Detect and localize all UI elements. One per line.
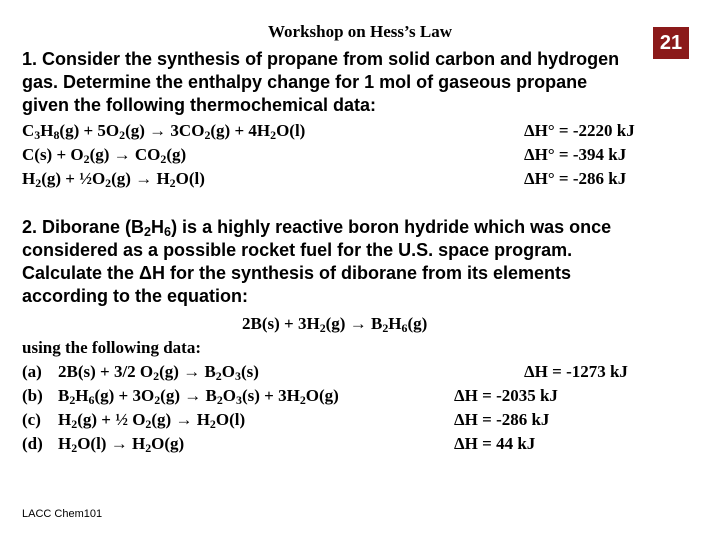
data-label-d: (d) <box>22 434 43 453</box>
data-enthalpy-b: ΔH = -2035 kJ <box>454 386 558 405</box>
data-enthalpy-c: ΔH = -286 kJ <box>454 410 550 429</box>
problem1-enthalpy-2: ΔH° = -394 kJ <box>524 145 627 164</box>
problem1-equation-2: $C(s) + O_2(g) \to CO_2(g)$ <box>22 145 187 166</box>
data-reaction-a: 2B(s) + 3/2 $O_2(g) \to B_2O_3(s)$ <box>58 362 259 383</box>
footer-course-label: LACC Chem101 <box>22 508 103 520</box>
slide-number-badge: 21 <box>653 27 689 59</box>
problem2-line-3: Calculate the ΔH for the synthesis of diborane from its elements <box>22 263 572 283</box>
problem1-line-3: given the following thermochemical data: <box>22 95 377 115</box>
problem1-line-2: gas. Determine the enthalpy change for 1 mol of gaseous propane <box>22 72 588 92</box>
problem2-line-1: 2. Diborane $(B_2H_6)$ is a highly reactive boron hydride which was once <box>22 217 612 240</box>
data-enthalpy-d: ΔH = 44 kJ <box>454 434 536 453</box>
data-label-c: (c) <box>22 410 41 429</box>
problem2-target-equation: $2B(s) + 3H_2(g) \to B_2H_6(g)$ <box>242 314 428 335</box>
data-reaction-b: $B_2H_6(g) + 3O_2(g) \to B_2O_3(s) + 3H_2O(g)$ <box>58 386 339 407</box>
problem2-line-4: according to the equation: <box>22 286 249 306</box>
problem1-enthalpy-1: ΔH° = -2220 kJ <box>524 121 635 140</box>
problem1-line-1: 1. Consider the synthesis of propane from solid carbon and hydrogen <box>22 49 620 69</box>
problem2-data-intro: using the following data: <box>22 338 201 357</box>
problem1-equation-1: $C_3H_8(g) + 5O_2(g) \to 3CO_2(g) + 4H_2O(l)$ <box>22 121 306 142</box>
data-enthalpy-a: ΔH = -1273 kJ <box>524 362 628 381</box>
problem1-enthalpy-3: ΔH° = -286 kJ <box>524 169 627 188</box>
data-label-b: (b) <box>22 386 43 405</box>
problem2-line-2: considered as a possible rocket fuel for the U.S. space program. <box>22 240 573 260</box>
slide-title: Workshop on Hess’s Law <box>267 22 453 41</box>
data-label-a: (a) <box>22 362 42 381</box>
problem1-equation-3: $H_2(g)$ + $\frac{1}{2}O_2(g) \to H_2O(l)$ <box>22 169 205 190</box>
data-reaction-c: $H_2(g)$ + ½ $O_2(g) \to H_2O(l)$ <box>58 410 246 431</box>
data-reaction-d: $H_2O(l) \to H_2O(g)$ <box>58 434 185 455</box>
